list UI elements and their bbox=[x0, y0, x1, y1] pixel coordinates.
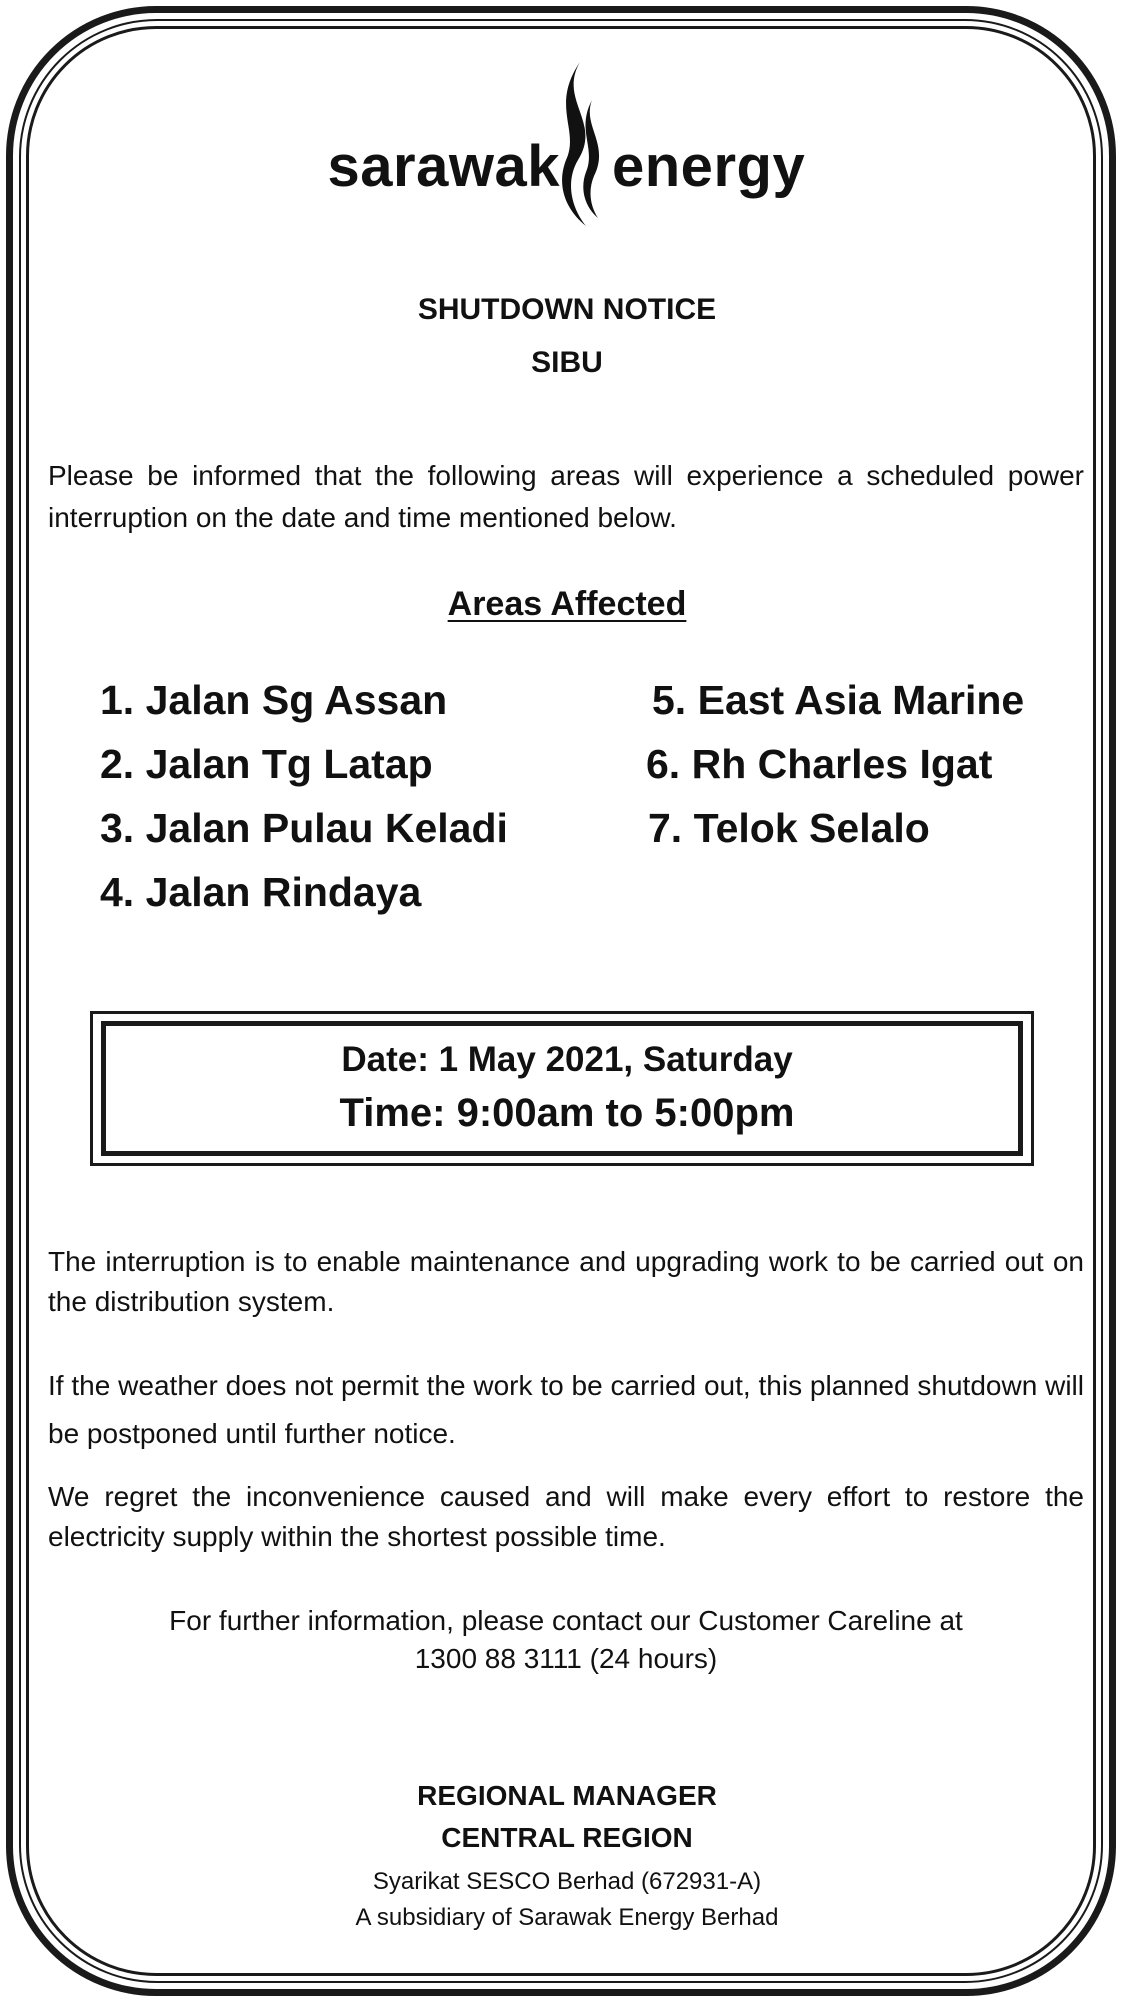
area-item bbox=[100, 741, 433, 787]
careline-number: 1300 88 3111 (24 hours) bbox=[414, 1643, 718, 1674]
sarawak-energy-logo bbox=[0, 60, 1134, 230]
logo-word-energy: energy bbox=[612, 134, 806, 199]
weather-paragraph: If the weather does not permit the work to be carried out, this planned shutdown will be postponed until further notice. bbox=[48, 1370, 1084, 1449]
signatory-region: CENTRAL REGION bbox=[441, 1822, 693, 1853]
signatory-role: REGIONAL MANAGER bbox=[417, 1780, 717, 1811]
company-name: Syarikat SESCO Berhad (672931-A) bbox=[372, 1868, 762, 1895]
area-number: 1. bbox=[100, 677, 135, 723]
schedule-date: Date: 1 May 2021, Saturday bbox=[341, 1040, 793, 1079]
parent-company: A subsidiary of Sarawak Energy Berhad bbox=[355, 1904, 779, 1931]
area-number: 4. bbox=[100, 869, 135, 915]
area-item bbox=[652, 677, 1025, 723]
area-number: 7. bbox=[648, 805, 683, 851]
area-number: 3. bbox=[100, 805, 135, 851]
area-number: 6. bbox=[646, 741, 681, 787]
area-name: Rh Charles Igat bbox=[691, 741, 993, 787]
area-item bbox=[646, 741, 993, 787]
area-number: 2. bbox=[100, 741, 135, 787]
area-name: Jalan Rindaya bbox=[145, 869, 422, 915]
reason-paragraph: The interruption is to enable maintenance and upgrading work to be carried out on the distribution system. bbox=[48, 1246, 1084, 1317]
area-name: Jalan Sg Assan bbox=[145, 677, 448, 723]
contact-line: For further information, please contact our Customer Careline at bbox=[169, 1605, 963, 1636]
area-item bbox=[100, 869, 422, 915]
logo-word-sarawak: sarawak bbox=[327, 134, 560, 199]
notice-location: SIBU bbox=[531, 346, 603, 379]
schedule-time: Time: 9:00am to 5:00pm bbox=[339, 1091, 795, 1135]
area-number: 5. bbox=[652, 677, 687, 723]
notice-title: SHUTDOWN NOTICE bbox=[417, 293, 717, 326]
intro-paragraph: Please be informed that the following areas will experience a scheduled power interruption on the date and time mentioned below. bbox=[48, 460, 1084, 533]
areas-heading: Areas Affected bbox=[447, 585, 687, 623]
area-item bbox=[100, 805, 508, 851]
area-name: Jalan Tg Latap bbox=[145, 741, 433, 787]
area-name: East Asia Marine bbox=[697, 677, 1025, 723]
area-name: Telok Selalo bbox=[693, 805, 930, 851]
flame-logo-icon bbox=[540, 60, 620, 230]
area-item bbox=[100, 677, 448, 723]
apology-paragraph: We regret the inconvenience caused and will make every effort to restore the electricity supply within the shortest possible time. bbox=[48, 1481, 1084, 1552]
area-name: Jalan Pulau Keladi bbox=[145, 805, 508, 851]
area-item bbox=[648, 805, 930, 851]
